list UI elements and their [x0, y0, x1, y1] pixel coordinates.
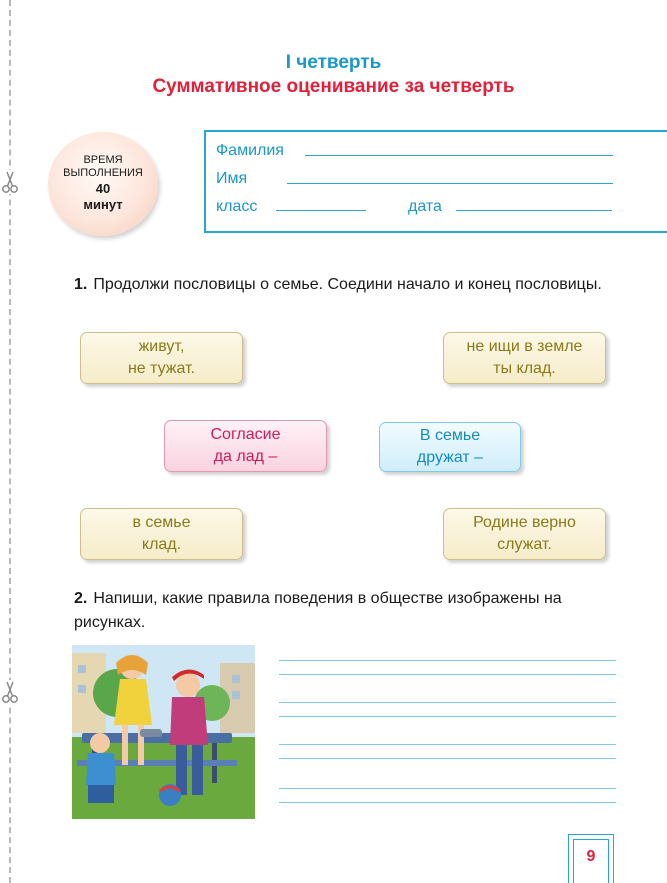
- time-badge: [48, 132, 158, 236]
- proverb-card[interactable]: [379, 422, 521, 472]
- badge-line: ВРЕМЯ: [83, 154, 123, 166]
- answer-line[interactable]: [279, 802, 616, 803]
- answer-line[interactable]: [279, 758, 616, 759]
- name-label: Имя: [216, 170, 248, 187]
- surname-label: Фамилия: [216, 142, 284, 159]
- scissors-icon: [0, 170, 20, 194]
- proverb-card-line: в семье: [132, 514, 191, 531]
- class-label: класс: [216, 198, 258, 215]
- cut-line: [9, 0, 11, 883]
- quarter-title: I четверть: [285, 52, 382, 73]
- name-field[interactable]: [287, 183, 613, 184]
- proverb-card[interactable]: [443, 332, 606, 384]
- answer-line[interactable]: [279, 702, 616, 703]
- proverb-card-line: Родине верно: [473, 514, 576, 531]
- badge-minutes-unit: минут: [83, 197, 123, 212]
- proverb-card-line: да лад –: [213, 448, 278, 465]
- proverb-card[interactable]: [80, 332, 243, 384]
- scissors-icon: [0, 680, 20, 704]
- proverb-card-line: В семье: [419, 427, 481, 444]
- badge-line: ВЫПОЛНЕНИЯ: [63, 167, 143, 179]
- surname-field[interactable]: [305, 155, 613, 156]
- answer-line[interactable]: [279, 674, 616, 675]
- proverb-card[interactable]: [443, 508, 606, 560]
- badge-minutes-value: 40: [95, 181, 111, 196]
- task-number: 2.: [74, 590, 88, 607]
- proverb-card-line: Согласие: [210, 426, 281, 443]
- answer-line[interactable]: [279, 744, 616, 745]
- proverb-card-line: живут,: [138, 338, 185, 355]
- proverb-card[interactable]: [80, 508, 243, 560]
- task-text: Напиши, какие правила поведения в обществе изображены на рисунках.: [74, 590, 562, 631]
- children-illustration: [72, 645, 255, 819]
- proverb-card[interactable]: [164, 420, 327, 472]
- class-field[interactable]: [276, 210, 366, 211]
- proverb-card-line: не тужат.: [127, 360, 196, 377]
- answer-line[interactable]: [279, 660, 616, 661]
- proverb-card-line: служат.: [497, 536, 552, 553]
- answer-line[interactable]: [279, 788, 616, 789]
- proverb-card-line: клад.: [141, 536, 182, 553]
- answer-line[interactable]: [279, 716, 616, 717]
- task-text: Продолжи пословицы о семье. Соедини начало и конец пословицы.: [93, 276, 602, 293]
- page-number: 9: [573, 839, 609, 883]
- proverb-card-line: не ищи в земле: [466, 338, 583, 355]
- task-number: 1.: [74, 276, 88, 293]
- page-title: Суммативное оценивание за четверть: [152, 76, 515, 97]
- proverb-card-line: дружат –: [416, 449, 484, 466]
- proverb-card-line: ты клад.: [493, 360, 556, 377]
- page-number-box: [568, 834, 614, 883]
- task2-instruction: [74, 587, 619, 635]
- task1-instruction: [74, 273, 619, 297]
- date-field[interactable]: [456, 210, 612, 211]
- date-label: дата: [408, 198, 442, 215]
